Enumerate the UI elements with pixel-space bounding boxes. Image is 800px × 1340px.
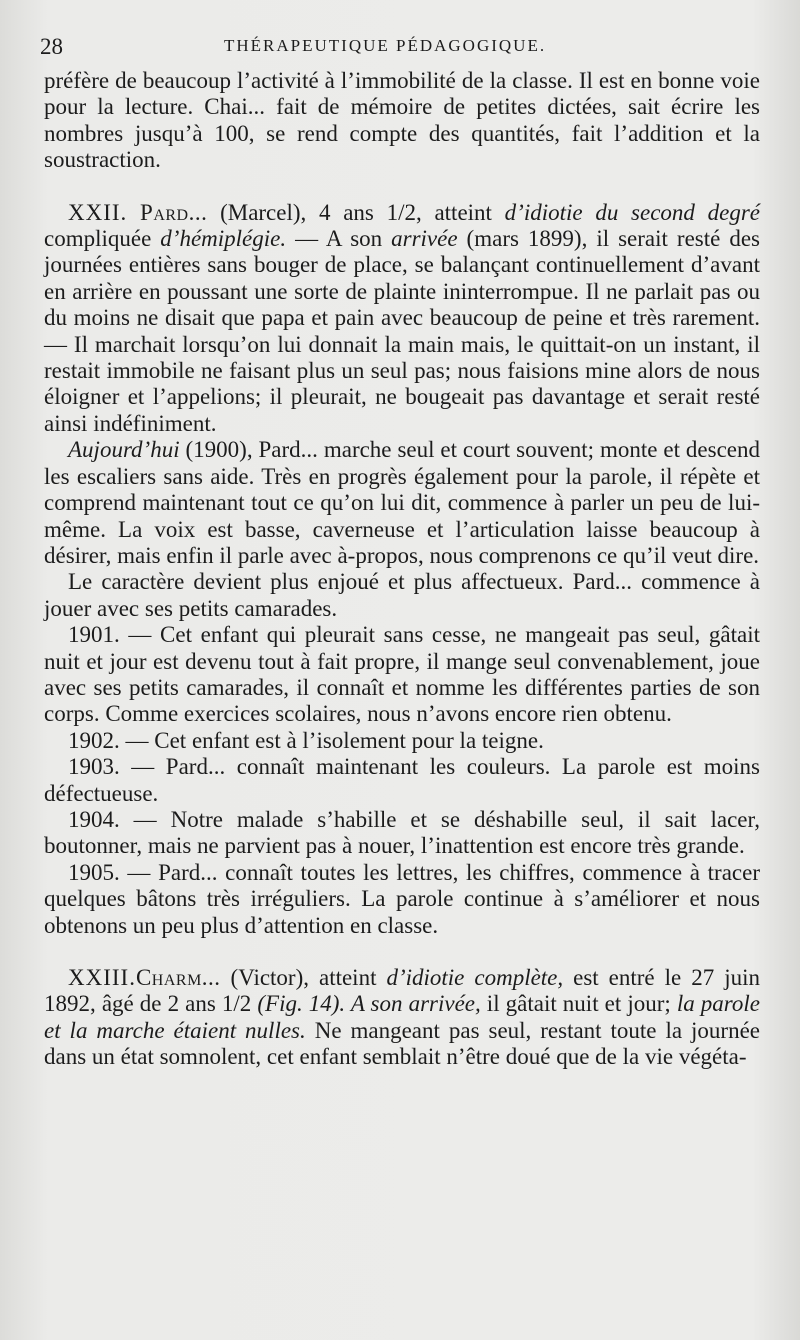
case-emphasis: la parole et la marche étaient nulles.	[44, 991, 760, 1043]
paragraph-text: (1900), Pard... marche seul et court souvent; monte et descend les escaliers sans aide. Très en progrès également pour la parole, il répète et comprend maintenant tout ce qu’on lui dit, commence à parler un peu de lui-même. La voix est basse, caverneuse et l’articulation laisse beaucoup à désirer, mais enfin il parle avec à-propos, nous comprenons ce qu’il veut dire.	[44, 437, 760, 568]
patient-name: Charm...	[135, 965, 221, 990]
body-text	[44, 68, 760, 1071]
case-xxiii-paragraph	[44, 965, 760, 1071]
case-emphasis: d’idiotie du second degré	[504, 199, 761, 225]
case-text: (Victor), atteint	[220, 965, 387, 990]
case-text: — A son	[286, 226, 392, 252]
case-text: compliquée	[44, 226, 161, 252]
case-emphasis: d’idiotie complète,	[386, 965, 564, 990]
case-text: il gâtait nuit et jour;	[480, 991, 677, 1017]
paragraph-aujourdhui	[44, 437, 760, 569]
case-number: XXIII.	[68, 965, 136, 990]
case-text: Ne mangeant pas seul, restant toute la journée dans un état somnolent, cet enfant semblait n’être doué que de la vie végéta-	[44, 1017, 761, 1070]
case-xxii-paragraph	[44, 200, 760, 438]
page-number: 28	[40, 34, 63, 59]
case-emphasis: arrivée	[391, 226, 458, 252]
paragraph-emphasis: Aujourd’hui	[68, 437, 180, 463]
case-emphasis: (Fig. 14). A son arrivée,	[257, 991, 481, 1017]
paragraph-continuation: préfère de beaucoup l’activité à l’immobilité de la classe. Il est en bonne voie pour la lecture. Chai... fait de mémoire de petites dictées, sait écrire les nombres jusqu’à 100, se rend compte des quantités, fait l’addition et la soustraction.	[44, 68, 760, 173]
paragraph-1901: 1901. — Cet enfant qui pleurait sans cesse, ne mangeait pas seul, gâtait nuit et jour est devenu tout à fait propre, il mange seul convenablement, joue avec ses petits camarades, il connaît et nomme les différentes parties de son corps. Comme exercices scolaires, nous n’avons encore rien obtenu.	[44, 622, 760, 727]
paragraph-1902: 1902. — Cet enfant est à l’isolement pour la teigne.	[68, 727, 544, 753]
patient-name: Pard...	[140, 199, 208, 225]
case-emphasis: d’hémiplégie.	[160, 226, 287, 252]
case-text: est entré le 27 juin 1892, âgé de 2 ans 1/2	[44, 965, 760, 1017]
paragraph-1905: 1905. — Pard... connaît toutes les lettres, les chiffres, commence à tracer quelques bâtons très irréguliers. La parole continue à s’améliorer et nous obtenons un peu plus d’attention en classe.	[44, 859, 760, 938]
paragraph-caractere: Le caractère devient plus enjoué et plus affectueux. Pard... commence à jouer avec ses petits camarades.	[44, 569, 760, 621]
case-text: (mars 1899), il serait resté des journées entières sans bouger de place, se balançant continuellement d’avant en arrière en poussant une sorte de plainte ininterrompue. Il ne parlait pas ou du moins ne disait que papa et pain avec beaucoup de peine et très rarement. — Il marchait lorsqu’on lui donnait la main mais, le quittait-on un instant, il restait immobile ne faisant plus un seul pas; nous faisions mine alors de nous éloigner et l’appelions; il pleurait, ne bougeait pas davantage et serait resté ainsi indéfiniment.	[44, 226, 760, 436]
running-title: THÉRAPEUTIQUE PÉDAGOGIQUE.	[224, 36, 547, 55]
case-text: (Marcel), 4 ans 1/2, atteint	[207, 199, 505, 225]
paragraph-1904: 1904. — Notre malade s’habille et se déshabille seul, il sait lacer, boutonner, mais ne parvient pas à nouer, l’inattention est encore très grande.	[44, 806, 760, 859]
paragraph-1903: 1903. — Pard... connaît maintenant les couleurs. La parole est moins défectueuse.	[44, 754, 760, 806]
case-number: XXII.	[68, 199, 128, 225]
page-header	[40, 28, 760, 68]
